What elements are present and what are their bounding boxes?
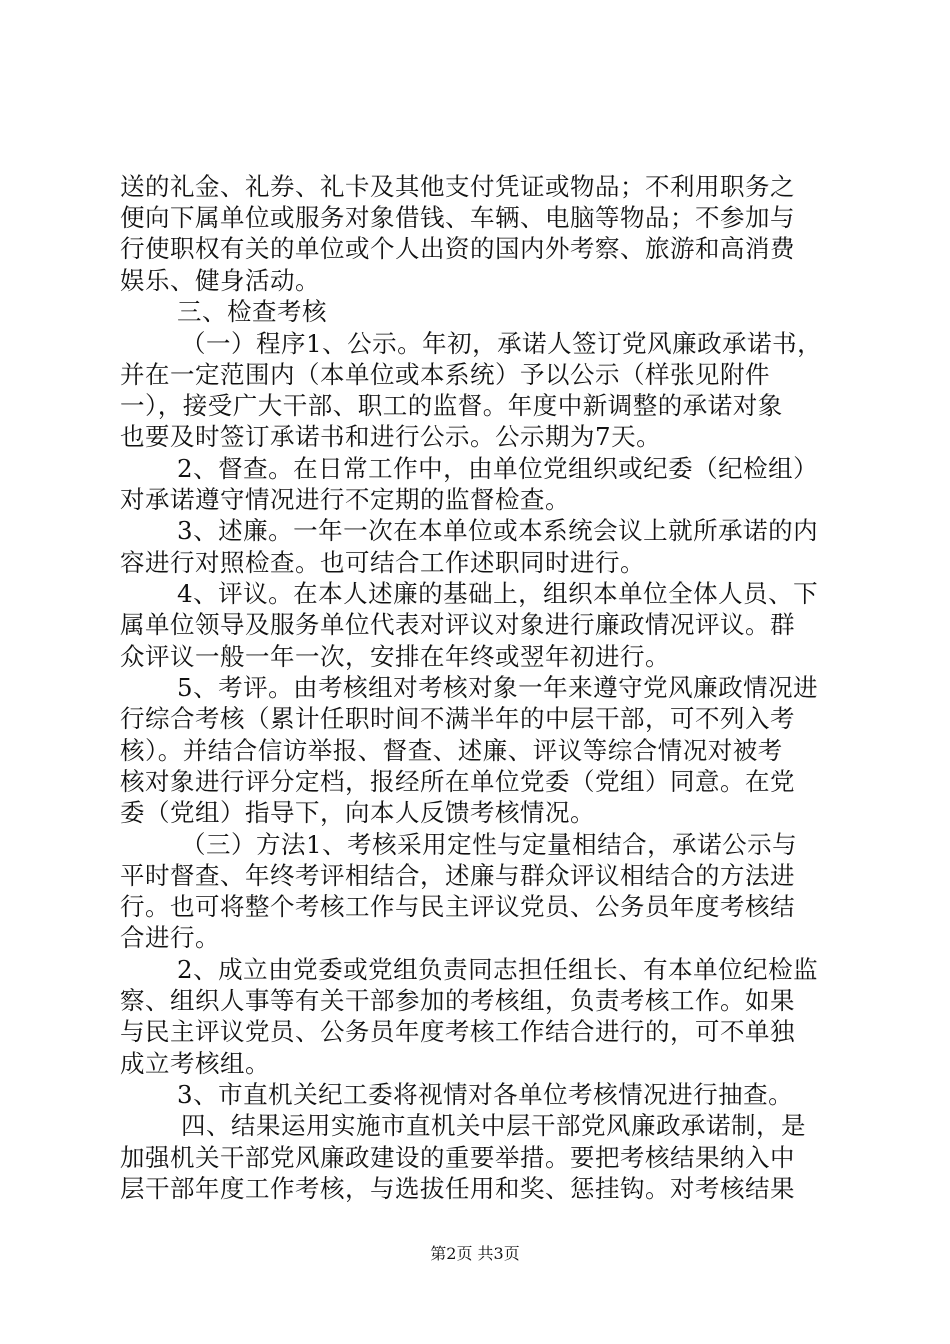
text-line: 2、成立由党委或党组负责同志担任组长、有本单位纪检监 [177,955,819,984]
text-line: （一）程序1、公示。年初，承诺人签订党风廉政承诺书， [181,329,823,358]
text-line: 属单位领导及服务单位代表对评议对象进行廉政情况评议。群 [120,610,795,639]
text-line: 众评议一般一年一次，安排在年终或翌年初进行。 [120,642,670,671]
text-line: 合进行。 [120,923,220,952]
text-line: 与民主评议党员、公务员年度考核工作结合进行的，可不单独 [120,1017,795,1046]
text-line: 也要及时签订承诺书和进行公示。公示期为7天。 [120,422,662,451]
text-line: 便向下属单位或服务对象借钱、车辆、电脑等物品；不参加与 [120,203,795,232]
text-line: 察、组织人事等有关干部参加的考核组，负责考核工作。如果 [120,986,795,1015]
text-line: 送的礼金、礼券、礼卡及其他支付凭证或物品；不利用职务之 [120,172,795,201]
text-line: 平时督查、年终考评相结合，述廉与群众评议相结合的方法进 [120,861,795,890]
text-line: 加强机关干部党风廉政建设的重要举措。要把考核结果纳入中 [120,1143,795,1172]
section-heading: 三、检查考核 [177,297,327,326]
text-line: 四、结果运用实施市直机关中层干部党风廉政承诺制，是 [181,1111,806,1140]
page-indicator: 第2页 共3页 [430,1244,520,1263]
text-line: 3、市直机关纪工委将视情对各单位考核情况进行抽查。 [177,1080,794,1109]
text-line: （三）方法1、考核采用定性与定量相结合，承诺公示与 [181,830,798,859]
text-line: 娱乐、健身活动。 [120,266,320,295]
text-line: 对承诺遵守情况进行不定期的监督检查。 [120,485,570,514]
text-line: 层干部年度工作考核，与选拔任用和奖、惩挂钩。对考核结果 [120,1174,795,1203]
text-line: 委（党组）指导下，向本人反馈考核情况。 [120,798,595,827]
text-line: 核）。并结合信访举报、督查、述廉、评议等综合情况对被考 [120,736,783,765]
text-line: 一），接受广大干部、职工的监督。年度中新调整的承诺对象 [120,391,783,420]
text-line: 行使职权有关的单位或个人出资的国内外考察、旅游和高消费 [120,234,795,263]
text-line: 容进行对照检查。也可结合工作述职同时进行。 [120,548,645,577]
text-line: 并在一定范围内（本单位或本系统）予以公示（样张见附件 [120,360,770,389]
text-line: 行综合考核（累计任职时间不满半年的中层干部，可不列入考 [120,704,795,733]
text-line: 成立考核组。 [120,1049,270,1078]
text-line: 行。也可将整个考核工作与民主评议党员、公务员年度考核结 [120,892,795,921]
text-line: 4、评议。在本人述廉的基础上，组织本单位全体人员、下 [177,579,819,608]
text-line: 3、述廉。一年一次在本单位或本系统会议上就所承诺的内 [177,516,819,545]
page-footer [0,1244,950,1264]
text-line: 5、考评。由考核组对考核对象一年来遵守党风廉政情况进 [177,673,819,702]
text-line: 核对象进行评分定档，报经所在单位党委（党组）同意。在党 [120,767,795,796]
text-line: 2、督查。在日常工作中，由单位党组织或纪委（纪检组） [177,454,819,483]
